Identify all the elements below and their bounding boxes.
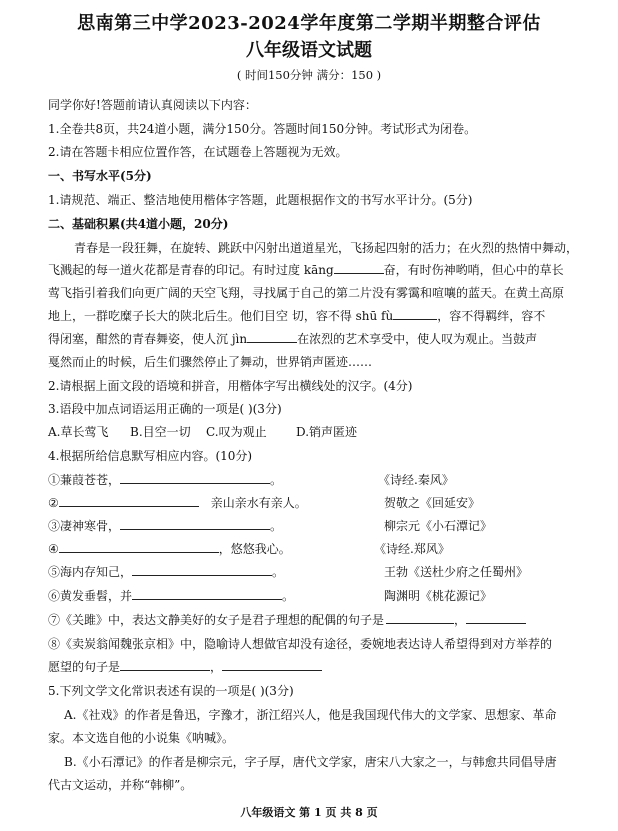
- poem-pre: 凄神寒骨，: [60, 519, 121, 533]
- question-5-option-a: A.《社戏》的作者是鲁迅，字豫才，浙江绍兴人，他是我国现代伟大的文学家、思想家、革命: [64, 708, 557, 722]
- poem-num: ①: [48, 473, 61, 487]
- poem-source: 陶渊明《桃花源记》: [384, 589, 493, 603]
- option-d: D.销声匿迹: [296, 425, 358, 439]
- poem-num: ④: [48, 542, 59, 556]
- passage-line: 莺飞指引着我们向更广阔的天空飞翔，寻找属于自己的第二片没有雾霭和喧嚷的蓝天。在黄土高原: [48, 286, 565, 300]
- blank-line: [132, 589, 282, 600]
- blank-line: [120, 473, 270, 484]
- blank-line: [393, 309, 437, 320]
- exam-subtitle: 八年级语文试题: [246, 40, 372, 61]
- blank-line: [120, 519, 270, 530]
- poem-pre: 海内存知己，: [60, 565, 133, 579]
- passage-line: [48, 307, 545, 324]
- passage-text: 奋，有时伤神哟哨，但心中的草长: [383, 263, 564, 277]
- question-5-option-a-cont: 家。本文选自他的小说集《呐喊》。: [48, 731, 235, 745]
- passage-text: 在浓烈的艺术享受中，使人叹为观止。当鼓声: [297, 332, 538, 346]
- passage-line: 戛然而止的时候，后生们骤然停止了舞动，世界销声匿迹……: [48, 355, 373, 369]
- question-5: 5.下列文学文化常识表述有误的一项是( )(3分): [48, 684, 294, 698]
- poem-post: 。: [272, 565, 285, 579]
- blank-line: [386, 613, 454, 624]
- exam-title: 思南第三中学2023-2024学年度第二学期半期整合评估: [77, 13, 541, 34]
- passage-line: [48, 261, 564, 278]
- question-3: 3.语段中加点词语运用正确的一项是( )(3分): [48, 402, 282, 416]
- poem-source: 《诗经.秦风》: [378, 473, 454, 487]
- poem-row: [48, 517, 282, 534]
- section-2-heading: 二、基础积累(共4道小题，20分): [48, 217, 229, 231]
- question-text: ⑦《关雎》中，表达文静美好的女子是君子理想的配偶的句子是: [48, 613, 385, 627]
- poem-num: ②: [48, 496, 59, 510]
- option-c: C.叹为观止: [206, 425, 267, 439]
- passage-text: 地上，一群吃糜子长大的陕北后生。他们目空 切，容不得 shū fù: [48, 309, 394, 323]
- blank-line: [247, 332, 297, 343]
- section-1-text: 1.请规范、端正、整洁地使用楷体字答题，此题根据作文的书写水平计分。(5分): [48, 193, 473, 207]
- blank-line: [466, 613, 526, 624]
- blank-line: [59, 496, 199, 507]
- poem-row: [48, 540, 291, 557]
- section-1-heading: 一、书写水平(5分): [48, 169, 152, 183]
- question-4: 4.根据所给信息默写相应内容。(10分): [48, 449, 253, 463]
- poem-pre: 蒹葭苍苍，: [60, 473, 121, 487]
- poem-source: 王勃《送杜少府之任蜀州》: [384, 565, 529, 579]
- poem-post: 。: [270, 473, 283, 487]
- poem-row: [48, 563, 284, 580]
- poem-post: 。: [282, 589, 295, 603]
- passage-text: ，容不得羁绊，容不: [437, 309, 546, 323]
- poem-source: 《诗经.郑风》: [374, 542, 450, 556]
- poem-row: [48, 587, 294, 604]
- poem-pre: 黄发垂髫，并: [60, 589, 133, 603]
- blank-line: [334, 263, 384, 274]
- passage-line: 青春是一段狂舞，在旋转、跳跃中闪射出道道星光，飞扬起四射的活力；在火烈的热情中舞动，: [74, 241, 579, 255]
- passage-text: 飞溅起的每一道火花都是青春的印记。有时过度 kāng: [48, 263, 334, 277]
- blank-line: [222, 660, 322, 671]
- poem-num: ③: [48, 519, 61, 533]
- blank-line: [120, 660, 210, 671]
- blank-line: [59, 542, 219, 553]
- poem-num: ⑥: [48, 589, 61, 603]
- option-a: A.草长莺飞: [48, 425, 109, 439]
- option-b: B.目空一切: [130, 425, 191, 439]
- page-footer: 八年级语文 第 1 页 共 8 页: [240, 806, 378, 819]
- poem-source: 柳宗元《小石潭记》: [384, 519, 493, 533]
- passage-text: 得闭塞，酣然的青春舞姿，使人沉 jìn: [48, 332, 248, 346]
- poem-num: ⑤: [48, 565, 61, 579]
- intro-item-2: 2.请在答题卡相应位置作答，在试题卷上答题视为无效。: [48, 145, 348, 159]
- question-3-options: [48, 423, 357, 440]
- poem-row: [48, 494, 307, 511]
- poem-source: 贺敬之《回延安》: [384, 496, 481, 510]
- question-4-8-cont: 愿望的句子是 ，: [48, 658, 322, 675]
- question-4-8: ⑧《卖炭翁闻魏张京相》中，隐喻诗人想做官却没有途径，委婉地表达诗人希望得到对方举荐的: [48, 637, 553, 651]
- question-5-option-b-cont: 代古文运动，并称“韩柳”。: [48, 778, 193, 792]
- question-text: 愿望的句子是: [48, 660, 121, 674]
- question-5-option-b: B.《小石潭记》的作者是柳宗元，字子厚，唐代文学家，唐宋八大家之一，与韩愈共同倡导唐: [64, 755, 557, 769]
- blank-line: [132, 565, 272, 576]
- intro-greeting: 同学你好!答题前请认真阅读以下内容：: [48, 98, 257, 112]
- intro-item-1: 1.全卷共8页，共24道小题，满分150分。答题时间150分钟。考试形式为闭卷。: [48, 122, 477, 136]
- poem-post: 。: [270, 519, 283, 533]
- question-2: 2.请根据上面文段的语境和拼音，用楷体字写出横线处的汉字。(4分): [48, 379, 413, 393]
- poem-post: ，悠悠我心。: [218, 542, 291, 556]
- passage-line: [48, 330, 537, 347]
- question-4-7: ⑦《关雎》中，表达文静美好的女子是君子理想的配偶的句子是 ，: [48, 611, 526, 628]
- poem-row: [48, 471, 282, 488]
- exam-meta: ( 时间150分钟 满分：150 ): [236, 68, 382, 82]
- poem-post: 亲山亲水有亲人。: [210, 496, 307, 510]
